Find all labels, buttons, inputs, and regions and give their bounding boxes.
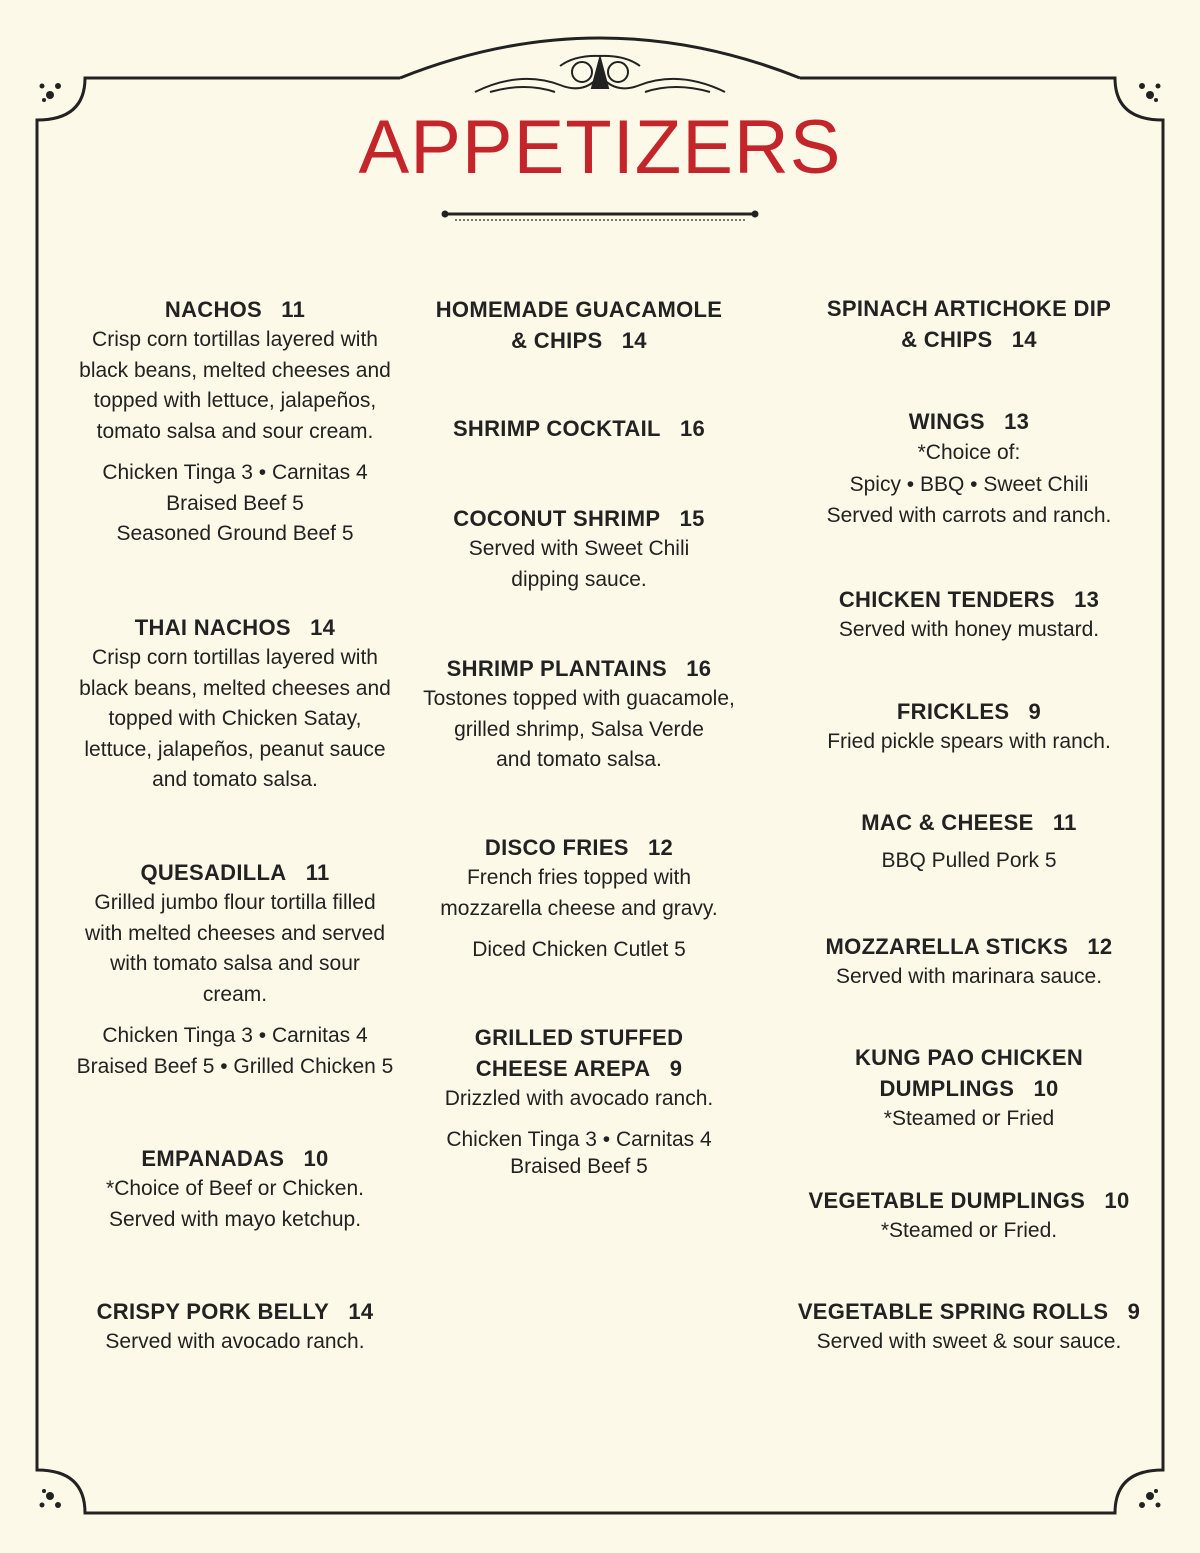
item-name: THAI NACHOS — [134, 615, 291, 640]
item-description: *Steamed or Fried. — [880, 1219, 1058, 1242]
item-description: *Choice of: Spicy • BBQ • Sweet Chili Served with carrots and ranch. — [826, 441, 1112, 527]
item-description: Served with honey mustard. — [838, 618, 1100, 641]
item-name: QUESADILLA — [140, 860, 287, 885]
menu-item-vegetable-spring-rolls — [790, 1296, 1148, 1358]
item-price: 14 — [1011, 327, 1037, 352]
item-description: Crisp corn tortillas layered with black beans, melted cheeses and topped with lettuce, jalapeños, tomato salsa and sour cream. — [79, 328, 391, 443]
item-name: CRISPY PORK BELLY — [96, 1299, 330, 1324]
item-name: HOMEMADE GUACAMOLE — [435, 297, 723, 322]
item-price: 9 — [1127, 1299, 1141, 1324]
menu-item-empanadas — [55, 1143, 415, 1235]
item-price: 13 — [1074, 587, 1100, 612]
item-addons: Chicken Tinga 3 • Carnitas 4 Braised Beef 5 — [446, 1127, 712, 1178]
menu-item-thai-nachos — [55, 612, 415, 796]
item-price: 10 — [1104, 1188, 1130, 1213]
item-name: EMPANADAS — [141, 1146, 285, 1171]
menu-item-spinach-artichoke-dip — [790, 293, 1148, 355]
item-price: 10 — [1033, 1076, 1059, 1101]
item-description: *Steamed or Fried — [883, 1107, 1055, 1130]
item-price: 11 — [1052, 810, 1077, 835]
item-name-line2: DUMPLINGS — [879, 1076, 1015, 1101]
item-description: Served with Sweet Chili dipping sauce. — [468, 537, 690, 591]
item-addons: Chicken Tinga 3 • Carnitas 4 Braised Beef 5 • Grilled Chicken 5 — [76, 1024, 394, 1078]
menu-column-left — [55, 0, 415, 1553]
item-name: GRILLED STUFFED — [474, 1025, 684, 1050]
item-addons: Diced Chicken Cutlet 5 — [472, 938, 686, 961]
page-title: APPETIZERS — [358, 105, 842, 190]
menu-item-mozzarella-sticks — [790, 931, 1148, 993]
item-name: SHRIMP COCKTAIL — [452, 416, 661, 441]
item-name: DISCO FRIES — [484, 835, 629, 860]
item-name: WINGS — [908, 409, 985, 434]
item-name: NACHOS — [164, 297, 263, 322]
item-price: 11 — [281, 297, 306, 322]
item-description: Fried pickle spears with ranch. — [827, 730, 1111, 753]
item-description: Tostones topped with guacamole, grilled shrimp, Salsa Verde and tomato salsa. — [423, 687, 735, 771]
item-name: COCONUT SHRIMP — [453, 506, 661, 531]
menu-item-kung-pao-chicken-dumplings — [790, 1042, 1148, 1135]
item-name: MAC & CHEESE — [861, 810, 1034, 835]
menu-item-vegetable-dumplings — [790, 1185, 1148, 1247]
item-name: MOZZARELLA STICKS — [825, 934, 1069, 959]
item-price: 16 — [679, 416, 706, 441]
item-description: Served with sweet & sour sauce. — [816, 1330, 1122, 1353]
item-description: *Choice of Beef or Chicken. Served with mayo ketchup. — [106, 1177, 364, 1231]
item-price: 10 — [303, 1146, 329, 1171]
item-description: Crisp corn tortillas layered with black beans, melted cheeses and topped with Chicken Satay, lettuce, jalapeños, peanut sauce and tomato salsa. — [79, 646, 391, 791]
menu-item-coconut-shrimp — [405, 503, 753, 595]
item-description: French fries topped with mozzarella cheese and gravy. — [440, 866, 718, 920]
item-price: 12 — [648, 835, 674, 860]
item-name: SPINACH ARTICHOKE DIP — [826, 296, 1112, 321]
item-name-line2: & CHIPS — [511, 328, 603, 353]
item-name-line2: CHEESE AREPA — [475, 1056, 651, 1081]
item-price: 14 — [621, 328, 647, 353]
item-name: SHRIMP PLANTAINS — [446, 656, 667, 681]
item-price: 12 — [1087, 934, 1113, 959]
item-price: 15 — [679, 506, 705, 531]
item-addons: Chicken Tinga 3 • Carnitas 4 Braised Beef 5 Seasoned Ground Beef 5 — [102, 461, 368, 545]
menu-item-chicken-tenders — [790, 584, 1148, 646]
menu-item-shrimp-cocktail — [405, 413, 753, 444]
item-name: CHICKEN TENDERS — [838, 587, 1055, 612]
menu-column-center — [405, 0, 753, 1553]
menu-item-frickles — [790, 696, 1148, 758]
menu-item-wings — [790, 406, 1148, 532]
menu-item-mac-and-cheese — [790, 807, 1148, 877]
item-price: 14 — [348, 1299, 374, 1324]
menu-item-crispy-pork-belly — [55, 1296, 415, 1358]
item-name: VEGETABLE SPRING ROLLS — [797, 1299, 1109, 1324]
item-description: Served with avocado ranch. — [105, 1330, 365, 1353]
item-name: KUNG PAO CHICKEN — [854, 1045, 1084, 1070]
item-description: Grilled jumbo flour tortilla filled with melted cheeses and served with tomato salsa and sour cream. — [85, 891, 385, 1006]
item-price: 14 — [310, 615, 336, 640]
menu-item-shrimp-plantains — [405, 653, 753, 776]
item-name: FRICKLES — [896, 699, 1010, 724]
item-price: 11 — [305, 860, 330, 885]
item-price: 16 — [686, 656, 712, 681]
item-description: Drizzled with avocado ranch. — [444, 1087, 714, 1110]
item-name-line2: & CHIPS — [901, 327, 993, 352]
menu-item-homemade-guacamole — [405, 294, 753, 356]
item-price: 9 — [669, 1056, 683, 1081]
menu-column-right — [790, 0, 1148, 1553]
item-addons: BBQ Pulled Pork 5 — [881, 849, 1057, 872]
menu-item-quesadilla — [55, 857, 415, 1082]
item-description: Served with marinara sauce. — [835, 965, 1103, 988]
menu-item-disco-fries — [405, 832, 753, 966]
menu-item-grilled-stuffed-cheese-arepa — [405, 1022, 753, 1180]
item-price: 9 — [1028, 699, 1042, 724]
item-name: VEGETABLE DUMPLINGS — [808, 1188, 1086, 1213]
item-price: 13 — [1004, 409, 1030, 434]
menu-item-nachos — [55, 294, 415, 550]
